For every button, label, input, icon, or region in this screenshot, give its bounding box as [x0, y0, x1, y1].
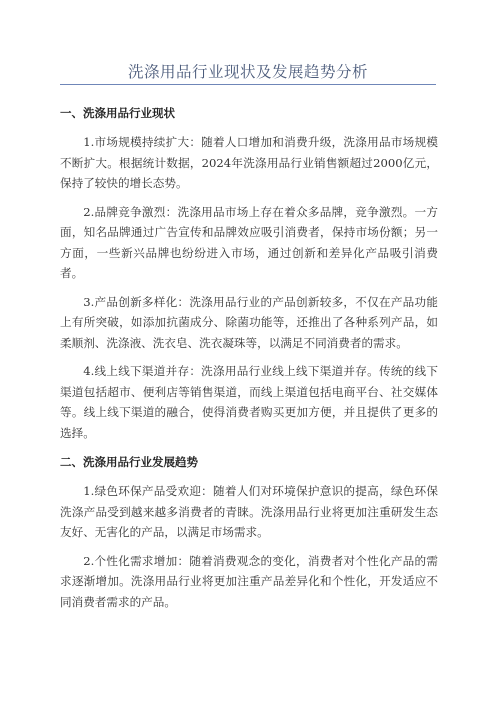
paragraph: 2.品牌竞争激烈：洗涤用品市场上存在着众多品牌，竞争激烈。一方面，知名品牌通过广告宣传和品牌效应吸引消费者，保持市场份额；另一方面，一些新兴品牌也纷纷进入市场，通过创新和差异化产品吸引消费者。 [60, 204, 438, 280]
paragraph: 1.绿色环保产品受欢迎：随着人们对环境保护意识的提高，绿色环保洗涤产品受到越来越多消费者的青睐。洗涤用品行业将更加注重研发生态友好、无害化的产品，以满足市场需求。 [60, 484, 438, 539]
page-title: 洗涤用品行业现状及发展趋势分析 [127, 63, 368, 81]
paragraph: 4.线上线下渠道并存：洗涤用品行业线上线下渠道并存。传统的线下渠道包括超市、便利店等销售渠道，而线上渠道包括电商平台、社交媒体等。线上线下渠道的融合，使得消费者购买更加方便，并且提供了更多的选择。 [60, 364, 438, 440]
document-body [60, 94, 438, 612]
title-divider [60, 84, 436, 85]
paragraph: 1.市场规模持续扩大：随着人口增加和消费升级，洗涤用品市场规模不断扩大。根据统计数据，2024年洗涤用品行业销售额超过2000亿元，保持了较快的增长态势。 [60, 135, 438, 190]
section-heading: 二、洗涤用品行业发展趋势 [60, 455, 198, 469]
paragraph: 2.个性化需求增加：随着消费观念的变化，消费者对个性化产品的需求逐渐增加。洗涤用品行业将更加注重产品差异化和个性化，开发适应不同消费者需求的产品。 [60, 553, 438, 609]
paragraph: 3.产品创新多样化：洗涤用品行业的产品创新较多，不仅在产品功能上有所突破，如添加抗菌成分、除菌功能等，还推出了各种系列产品，如柔顺剂、洗涤液、洗衣皂、洗衣凝珠等，以满足不同消费者的需求。 [60, 294, 438, 350]
section-heading: 一、洗涤用品行业现状 [60, 106, 175, 120]
